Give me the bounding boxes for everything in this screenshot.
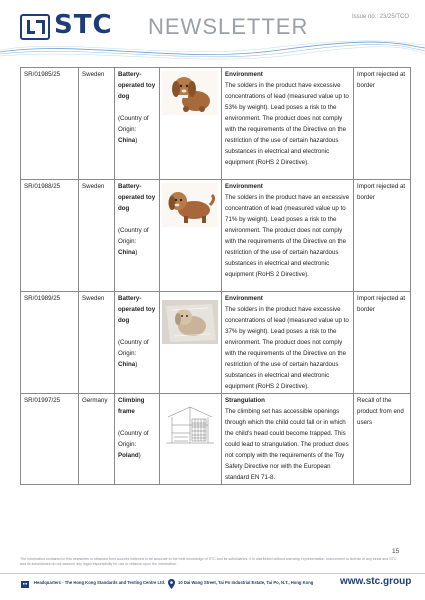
risk-description: The solders in the product have an excessive concentration of lead (measured value up to 71% by weight). Lead poses a risk to the environment. The product does not comply with the requirements of the Directive on the restriction of the use of certain hazardous substances in electrical and electronic equipment (RoHS 2 Directive). — [225, 194, 350, 278]
table-row — [21, 68, 411, 180]
origin-country: China — [118, 361, 136, 368]
origin-label: (Country of Origin: — [118, 339, 149, 357]
product-cell — [115, 68, 160, 180]
product-image-cell — [160, 394, 222, 485]
product-cell — [115, 180, 160, 292]
measures-taken: Import rejected at border — [354, 68, 411, 180]
measures-taken: Recall of the product from end users — [354, 394, 411, 485]
stc-logo-icon — [20, 14, 50, 40]
origin-end: ) — [135, 361, 138, 368]
newsletter-header — [0, 0, 425, 62]
rapex-notification-table — [20, 67, 411, 485]
risk-cell — [222, 292, 354, 394]
notifying-country: Sweden — [79, 180, 115, 292]
risk-description: The solders in the product have excessive concentrations of lead (measured value up to 53% by weight). Lead poses a risk to the environment. The product does not comply with the requirements of the Directive on the restriction of the use of certain hazardous substances in electrical and electronic equipment (RoHS 2 Directive). — [225, 82, 349, 166]
origin-label: (Country of Origin: — [118, 227, 149, 245]
origin-country: Poland — [118, 452, 139, 459]
risk-cell — [222, 68, 354, 180]
notifying-country: Sweden — [79, 292, 115, 394]
risk-type: Environment — [225, 183, 263, 190]
newsletter-title: NEWSLETTER — [148, 14, 309, 39]
risk-type: Environment — [225, 71, 263, 78]
footer-divider — [0, 573, 425, 574]
product-cell — [115, 292, 160, 394]
risk-cell — [222, 394, 354, 485]
risk-description: The solders in the product have excessive concentrations of lead (measured value up to 37% by weight). Lead poses a risk to the environment. The product does not comply with the requirements of the Directive on the restriction of the use of certain hazardous substances in electrical and electronic equipment (RoHS 2 Directive). — [225, 306, 349, 390]
disclaimer-text: The information contained in this newsletter is obtained from sources believed to be accurate to the best knowledge of STC and its subsidiaries. It is distributed without warranty, representation, inducement to license of any kinds and STC and its subsidiaries do not assume any legal responsibility for use or reliance upon the information. — [20, 557, 397, 566]
measures-taken: Import rejected at border — [354, 180, 411, 292]
risk-type: Strangulation — [225, 397, 265, 404]
ref-number: SR/01985/25 — [21, 68, 79, 180]
notifying-country: Germany — [79, 394, 115, 485]
headquarters-text: Headquarters - The Hong Kong Standards and Testing Centre Ltd. — [34, 580, 166, 585]
product-cell — [115, 394, 160, 485]
table-row — [21, 292, 411, 394]
ref-number: SR/01988/25 — [21, 180, 79, 292]
brown-plush-dog-icon — [162, 183, 218, 227]
risk-description: The climbing set has accessible openings through which the child could fall or in which the child's head could become trapped. This could lead to strangulation. The product does not comply with the requirements of the Toy Safety Directive nor with the European standard EN 71-8. — [225, 408, 349, 481]
risk-cell — [222, 180, 354, 292]
origin-end: ) — [135, 249, 138, 256]
issue-number: Issue no.: 23/25/TCO — [352, 14, 410, 20]
brand-name: STC — [54, 10, 113, 40]
product-image-cell — [160, 68, 222, 180]
origin-label: (Country of Origin: — [118, 115, 149, 133]
building-icon — [20, 579, 30, 588]
website-link[interactable]: www.stc.group — [340, 576, 412, 587]
ref-number: SR/01989/25 — [21, 292, 79, 394]
location-pin-icon — [168, 579, 175, 589]
ref-number: SR/01997/25 — [21, 394, 79, 485]
notifying-country: Sweden — [79, 68, 115, 180]
measures-taken: Import rejected at border — [354, 292, 411, 394]
product-name: Battery-operated toy dog — [118, 295, 156, 324]
product-image-cell — [160, 292, 222, 394]
risk-type: Environment — [225, 295, 263, 302]
header-wave-decoration — [0, 38, 425, 68]
plush-dog-in-package-icon — [162, 295, 218, 349]
table-row — [21, 180, 411, 292]
table-row — [21, 394, 411, 485]
origin-end: ) — [135, 137, 138, 144]
product-name: Battery-operated toy dog — [118, 71, 156, 100]
address-text: 10 Dai Wang Street, Tai Po Industrial Estate, Tai Po, N.T., Hong Kong — [178, 580, 314, 585]
product-name: Climbing frame — [118, 397, 145, 415]
origin-label: (Country of Origin: — [118, 430, 149, 448]
climbing-frame-drawing-icon — [162, 397, 218, 453]
product-image-cell — [160, 180, 222, 292]
brown-plush-dog-icon — [162, 71, 218, 115]
origin-end: ) — [138, 452, 141, 459]
origin-country: China — [118, 249, 136, 256]
product-name: Battery-operated toy dog — [118, 183, 156, 212]
page-number: 15 — [392, 548, 400, 555]
origin-country: China — [118, 137, 136, 144]
